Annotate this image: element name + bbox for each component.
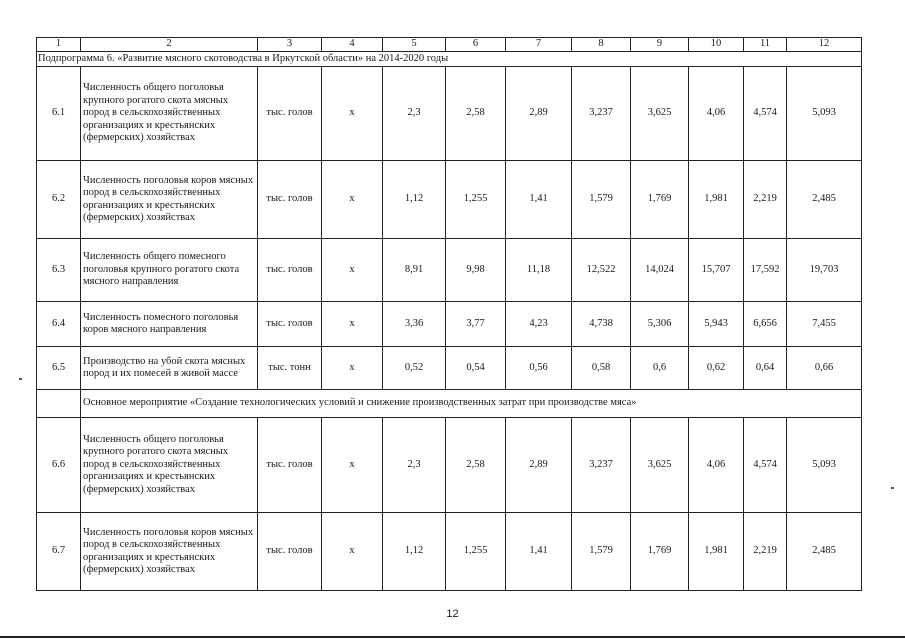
indicator-value: 2,58: [446, 67, 506, 161]
indicator-value: 2,58: [446, 418, 506, 513]
row-number: 6.3: [37, 239, 81, 302]
indicator-value: 1,769: [631, 161, 689, 239]
indicator-value: 9,98: [446, 239, 506, 302]
indicator-value: 8,91: [383, 239, 446, 302]
indicator-value: 5,943: [689, 302, 744, 347]
column-number: 4: [322, 38, 383, 52]
indicator-value: 1,769: [631, 513, 689, 591]
indicator-value: 2,3: [383, 418, 446, 513]
indicator-value: 3,36: [383, 302, 446, 347]
unit-of-measure: тыс. голов: [258, 418, 322, 513]
scan-mark: [891, 487, 894, 489]
column-number: 8: [572, 38, 631, 52]
indicator-value: 1,981: [689, 161, 744, 239]
indicator-value: 2,485: [787, 161, 862, 239]
indicator-value: 0,56: [506, 347, 572, 390]
unit-of-measure: тыс. голов: [258, 161, 322, 239]
indicator-value: 3,625: [631, 67, 689, 161]
column-number: 2: [81, 38, 258, 52]
base-value: х: [322, 302, 383, 347]
indicator-value: 1,255: [446, 513, 506, 591]
main-event-row: [37, 390, 862, 418]
indicator-name: Численность помесного поголовья коров мясного направления: [81, 302, 258, 347]
column-number: 12: [787, 38, 862, 52]
base-value: х: [322, 239, 383, 302]
scan-mark: [19, 378, 22, 380]
column-number: 11: [744, 38, 787, 52]
indicator-value: 1,255: [446, 161, 506, 239]
unit-of-measure: тыс. голов: [258, 67, 322, 161]
indicator-value: 4,23: [506, 302, 572, 347]
main-event-spacer: [37, 390, 81, 418]
base-value: х: [322, 67, 383, 161]
table-row: [37, 239, 862, 302]
indicator-value: 5,093: [787, 418, 862, 513]
indicator-value: 1,41: [506, 161, 572, 239]
row-number: 6.5: [37, 347, 81, 390]
unit-of-measure: тыс. голов: [258, 239, 322, 302]
page-number: 12: [446, 608, 459, 620]
row-number: 6.4: [37, 302, 81, 347]
table-row: [37, 347, 862, 390]
indicator-value: 0,54: [446, 347, 506, 390]
indicator-value: 0,58: [572, 347, 631, 390]
indicator-value: 0,52: [383, 347, 446, 390]
indicator-value: 2,89: [506, 418, 572, 513]
indicator-value: 3,237: [572, 67, 631, 161]
table-row: [37, 67, 862, 161]
indicators-table: [36, 37, 862, 591]
table-row: [37, 161, 862, 239]
base-value: х: [322, 161, 383, 239]
indicator-value: 11,18: [506, 239, 572, 302]
indicator-value: 4,574: [744, 418, 787, 513]
column-number: 10: [689, 38, 744, 52]
indicator-value: 2,219: [744, 161, 787, 239]
indicator-value: 6,656: [744, 302, 787, 347]
indicator-name: Производство на убой скота мясных пород и их помесей в живой массе: [81, 347, 258, 390]
indicator-name: Численность поголовья коров мясных пород в сельскохозяйственных организациях и крестьянских (фермерских) хозяйствах: [81, 513, 258, 591]
indicator-name: Численность общего поголовья крупного рогатого скота мясных пород в сельскохозяйственных организациях и крестьянских (фермерских) хозяйствах: [81, 418, 258, 513]
indicator-value: 7,455: [787, 302, 862, 347]
indicator-value: 2,3: [383, 67, 446, 161]
main-event-title: Основное мероприятие «Создание технологических условий и снижение производственных затрат при производстве мяса»: [81, 390, 862, 418]
column-number: 5: [383, 38, 446, 52]
indicator-value: 1,579: [572, 513, 631, 591]
table-row: [37, 418, 862, 513]
indicator-value: 4,06: [689, 418, 744, 513]
column-number: 1: [37, 38, 81, 52]
base-value: х: [322, 418, 383, 513]
row-number: 6.2: [37, 161, 81, 239]
column-number: 7: [506, 38, 572, 52]
table-row: [37, 513, 862, 591]
unit-of-measure: тыс. тонн: [258, 347, 322, 390]
base-value: х: [322, 513, 383, 591]
indicator-value: 15,707: [689, 239, 744, 302]
indicator-value: 12,522: [572, 239, 631, 302]
indicator-value: 2,219: [744, 513, 787, 591]
indicator-value: 14,024: [631, 239, 689, 302]
row-number: 6.7: [37, 513, 81, 591]
subprogram-title: Подпрограмма 6. «Развитие мясного скотоводства в Иркутской области» на 2014-2020 годы: [37, 52, 862, 67]
indicator-value: 17,592: [744, 239, 787, 302]
indicator-value: 1,12: [383, 513, 446, 591]
indicator-value: 4,574: [744, 67, 787, 161]
indicator-value: 1,579: [572, 161, 631, 239]
indicator-value: 5,306: [631, 302, 689, 347]
indicator-value: 3,625: [631, 418, 689, 513]
base-value: х: [322, 347, 383, 390]
row-number: 6.6: [37, 418, 81, 513]
column-number: 6: [446, 38, 506, 52]
indicator-value: 3,237: [572, 418, 631, 513]
unit-of-measure: тыс. голов: [258, 302, 322, 347]
subprogram-row: [37, 52, 862, 67]
indicator-value: 0,64: [744, 347, 787, 390]
indicator-value: 1,12: [383, 161, 446, 239]
indicator-name: Численность общего поголовья крупного рогатого скота мясных пород в сельскохозяйственных организациях и крестьянских (фермерских) хозяйствах: [81, 67, 258, 161]
indicator-name: Численность поголовья коров мясных пород в сельскохозяйственных организациях и крестьянских (фермерских) хозяйствах: [81, 161, 258, 239]
indicator-value: 4,738: [572, 302, 631, 347]
column-number: 3: [258, 38, 322, 52]
row-number: 6.1: [37, 67, 81, 161]
indicator-value: 19,703: [787, 239, 862, 302]
indicator-value: 0,62: [689, 347, 744, 390]
column-number-row: [37, 38, 862, 52]
indicator-value: 5,093: [787, 67, 862, 161]
indicator-value: 0,6: [631, 347, 689, 390]
page-edge-line: [0, 636, 905, 638]
table-row: [37, 302, 862, 347]
column-number: 9: [631, 38, 689, 52]
indicator-value: 0,66: [787, 347, 862, 390]
indicator-value: 1,981: [689, 513, 744, 591]
indicator-value: 2,485: [787, 513, 862, 591]
indicator-value: 2,89: [506, 67, 572, 161]
indicator-name: Численность общего помесного поголовья крупного рогатого скота мясного направления: [81, 239, 258, 302]
indicator-value: 4,06: [689, 67, 744, 161]
indicator-value: 1,41: [506, 513, 572, 591]
unit-of-measure: тыс. голов: [258, 513, 322, 591]
indicator-value: 3,77: [446, 302, 506, 347]
